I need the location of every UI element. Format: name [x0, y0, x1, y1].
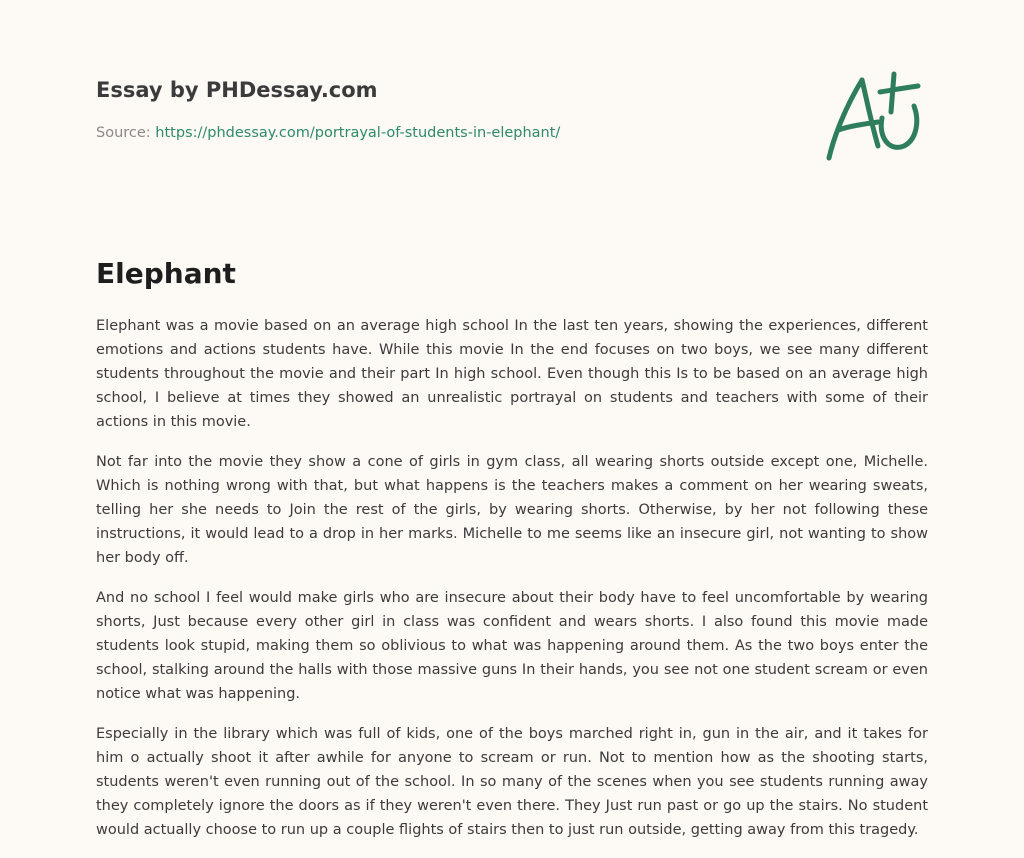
site-title: Essay by PHDessay.com — [96, 78, 378, 102]
source-line — [96, 123, 796, 143]
page-header — [96, 76, 796, 143]
paragraph: Especially in the library which was full of kids, one of the boys marched right in, gun in the air, and it takes for him o actually shoot it after awhile for anyone to scream or run. Not to mention how as the shooting starts, students weren't even running out of the school. In so many of the scenes when you see students running away they completely ignore the doors as if they weren't even there. They Just run past or go up the stairs. No student would actually choose to run up a couple flights of stairs then to just run outside, getting away from this tragedy. — [96, 726, 928, 838]
paragraph: Elephant was a movie based on an average high school In the last ten years, showing the experiences, different emotions and actions students have. While this movie In the end focuses on two boys, we see many different students throughout the movie and their part In high school. Even though this Is to be based on an average high school, I believe at times they showed an unrealistic portrayal on students and teachers with some of their actions in this movie. — [96, 318, 928, 430]
paragraph: Not far into the movie they show a cone of girls in gym class, all wearing shorts outside except one, Michelle. Which is nothing wrong with that, but what happens is the teachers makes a comment on her wearing sweats, telling her she needs to Join the rest of the girls, by wearing shorts. Otherwise, by her not following these instructions, it would lead to a drop in her marks. Michelle to me seems like an insecure girl, not wanting to show her body off. — [96, 454, 928, 566]
paragraph: And no school I feel would make girls who are insecure about their body have to feel uncomfortable by wearing shorts, Just because every other girl in class was confident and wears shorts. I also found this movie made students look stupid, making them so oblivious to what was happening around them. As the two boys enter the school, stalking around the halls with those massive guns In their hands, you see not one student scream or even notice what was happening. — [96, 590, 928, 702]
document-title: Elephant — [96, 257, 236, 290]
document-body — [96, 314, 928, 858]
a-plus-grade-icon — [820, 66, 932, 166]
source-label: Source: — [96, 125, 151, 141]
source-link[interactable]: https://phdessay.com/portrayal-of-students-in-elephant/ — [155, 125, 561, 141]
